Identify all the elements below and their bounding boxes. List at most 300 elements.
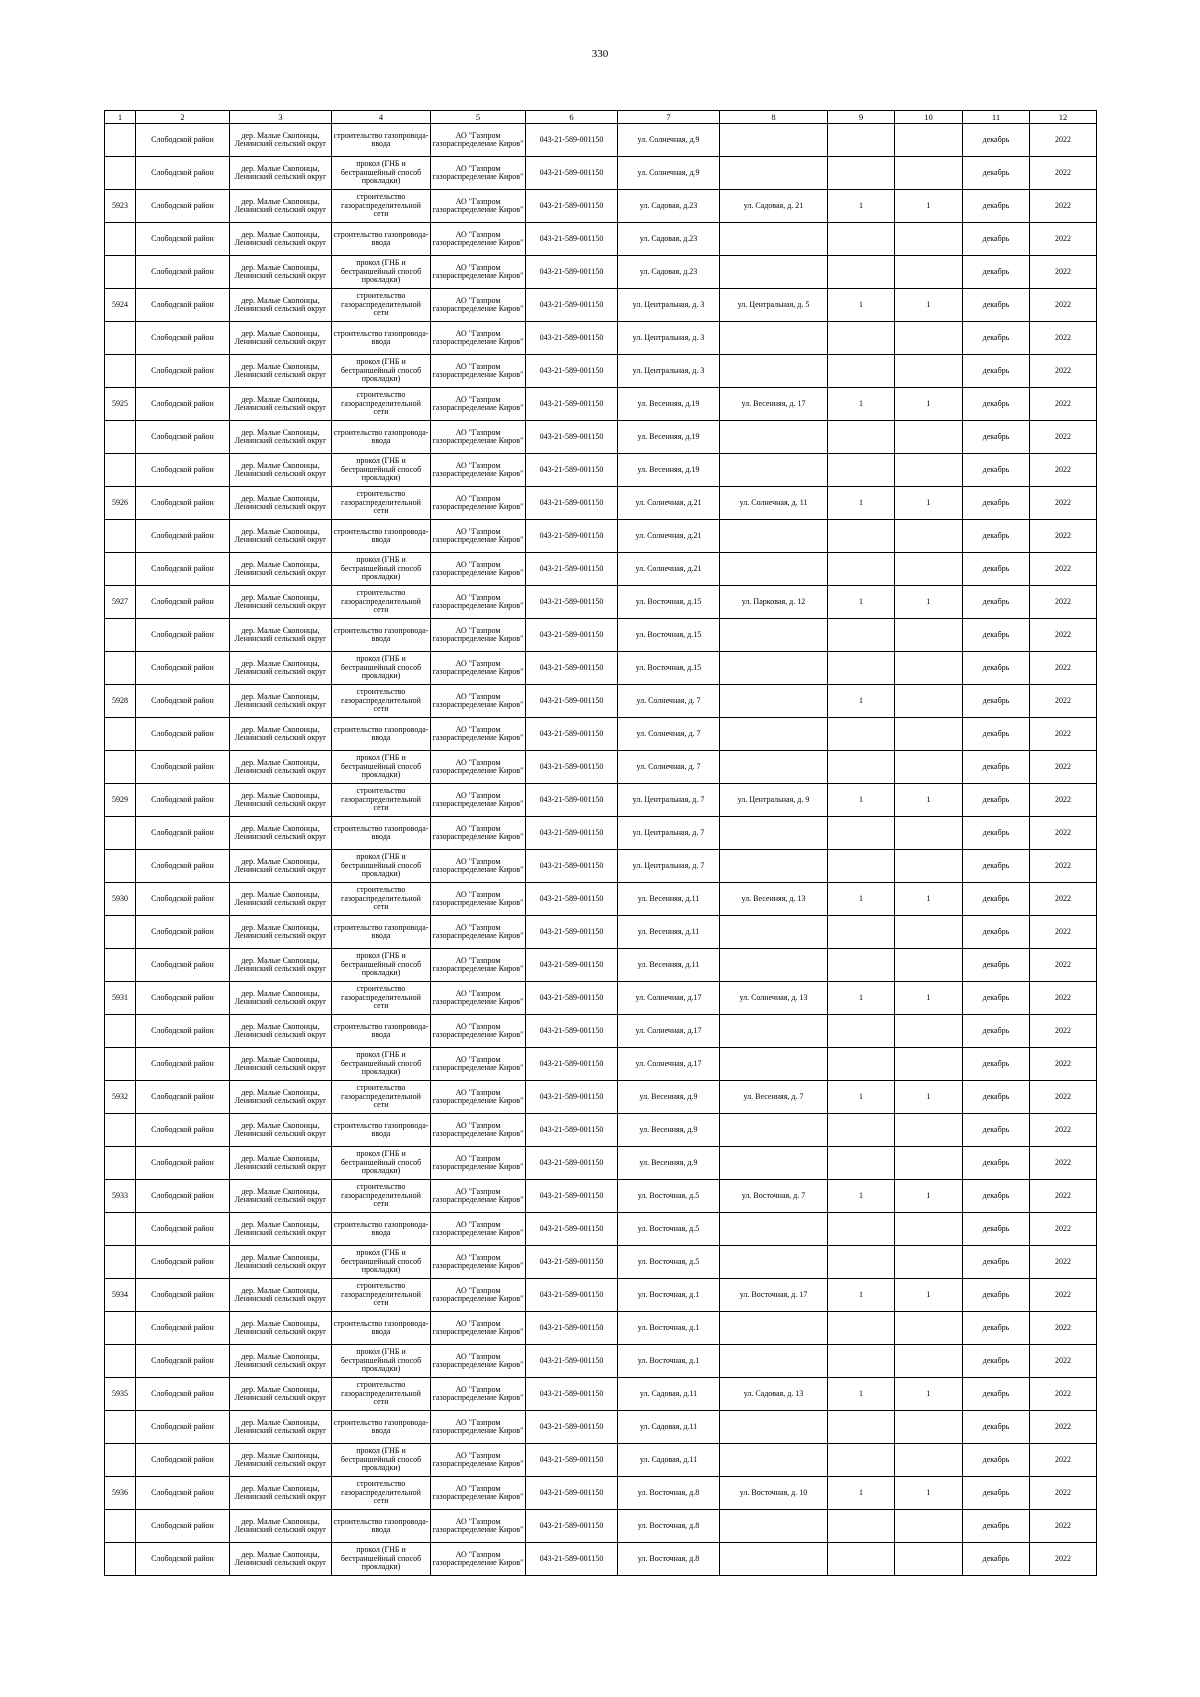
- table-row: [105, 1411, 1097, 1444]
- cell-text: ул. Центральная, д. 7: [632, 861, 705, 870]
- cell-text: 043-21-589-001150: [539, 795, 604, 804]
- cell-work-type: [332, 685, 431, 718]
- cell-work-type: [332, 883, 431, 916]
- cell-year: [1030, 817, 1097, 850]
- cell-year: [1030, 1378, 1097, 1411]
- cell-text: 2022: [1055, 1092, 1071, 1101]
- cell-text: декабрь: [982, 1158, 1010, 1167]
- cell-quantity-b: [895, 223, 963, 256]
- cell-district: [136, 1114, 230, 1147]
- cell-number: [105, 1411, 136, 1444]
- cell-text: Слободской район: [151, 597, 214, 606]
- cell-address-to: [720, 850, 828, 883]
- cell-text: 2022: [1055, 366, 1071, 375]
- cell-quantity-b: [895, 685, 963, 718]
- cell-month: [963, 1246, 1030, 1279]
- cell-address: [618, 520, 720, 553]
- table-row: [105, 1510, 1097, 1543]
- cell-work-type: [332, 850, 431, 883]
- cell-text: АО "Газпром газораспределение Киров": [432, 692, 524, 709]
- cell-address: [618, 454, 720, 487]
- cell-work-type: [332, 124, 431, 157]
- cell-address-to: [720, 619, 828, 652]
- cell-text: АО "Газпром газораспределение Киров": [432, 1187, 524, 1204]
- cell-text: 1: [859, 993, 863, 1002]
- cell-number: [105, 1213, 136, 1246]
- cell-year: [1030, 1246, 1097, 1279]
- cell-text: прокол (ГНБ и бестраншейный способ прокладки): [340, 1348, 422, 1374]
- cell-locality: [230, 190, 332, 223]
- cell-text: 2022: [1055, 432, 1071, 441]
- cell-organization: [431, 1477, 526, 1510]
- cell-text: декабрь: [982, 696, 1010, 705]
- cell-text: строительство газопровода-ввода: [333, 725, 429, 742]
- table-row: [105, 289, 1097, 322]
- cell-text: декабрь: [982, 1521, 1010, 1530]
- cell-month: [963, 586, 1030, 619]
- table-row: [105, 454, 1097, 487]
- cell-year: [1030, 1015, 1097, 1048]
- cell-quantity-b: [895, 553, 963, 586]
- cell-text: декабрь: [982, 663, 1010, 672]
- cell-number: [105, 454, 136, 487]
- cell-quantity-a: [828, 1510, 895, 1543]
- cell-code: [526, 1477, 618, 1510]
- cell-locality: [230, 652, 332, 685]
- cell-year: [1030, 619, 1097, 652]
- cell-quantity-a: [828, 1312, 895, 1345]
- cell-text: Слободской район: [151, 333, 214, 342]
- cell-district: [136, 1279, 230, 1312]
- cell-text: дер. Малые Скопонцы, Ленинский сельский округ: [234, 1286, 327, 1303]
- cell-year: [1030, 157, 1097, 190]
- cell-address-to: [720, 1015, 828, 1048]
- cell-address-to: [720, 487, 828, 520]
- cell-text: 043-21-589-001150: [539, 828, 604, 837]
- cell-text: ул. Садовая, д.23: [639, 267, 698, 276]
- table-row: [105, 1048, 1097, 1081]
- cell-text: АО "Газпром газораспределение Киров": [432, 989, 524, 1006]
- cell-text: ул. Солнечная, д. 7: [636, 762, 701, 771]
- cell-text: Слободской район: [151, 1422, 214, 1431]
- cell-text: АО "Газпром газораспределение Киров": [432, 1451, 524, 1468]
- cell-address: [618, 1048, 720, 1081]
- cell-text: декабрь: [982, 729, 1010, 738]
- cell-month: [963, 256, 1030, 289]
- cell-month: [963, 751, 1030, 784]
- cell-text: дер. Малые Скопонцы, Ленинский сельский округ: [234, 1451, 327, 1468]
- cell-text: 043-21-589-001150: [539, 1290, 604, 1299]
- cell-number: [105, 916, 136, 949]
- cell-work-type: [332, 1180, 431, 1213]
- cell-text: Слободской район: [151, 1191, 214, 1200]
- cell-locality: [230, 421, 332, 454]
- cell-text: ул. Центральная, д. 7: [632, 828, 705, 837]
- cell-text: Слободской район: [151, 1224, 214, 1233]
- cell-address: [618, 388, 720, 421]
- cell-text: строительство газораспределительной сети: [341, 1381, 421, 1407]
- cell-text: 1: [859, 300, 863, 309]
- column-header: 1: [105, 111, 136, 124]
- table-body: [105, 124, 1097, 1576]
- cell-district: [136, 751, 230, 784]
- cell-month: [963, 454, 1030, 487]
- cell-text: дер. Малые Скопонцы, Ленинский сельский округ: [234, 791, 327, 808]
- cell-text: 043-21-589-001150: [539, 168, 604, 177]
- cell-address: [618, 1279, 720, 1312]
- cell-quantity-a: [828, 1180, 895, 1213]
- cell-year: [1030, 685, 1097, 718]
- cell-text: ул. Солнечная, д.21: [635, 564, 702, 573]
- cell-text: ул. Восточная, д.5: [637, 1224, 700, 1233]
- cell-locality: [230, 1411, 332, 1444]
- cell-quantity-a: [828, 454, 895, 487]
- cell-address-to: [720, 256, 828, 289]
- cell-text: дер. Малые Скопонцы, Ленинский сельский округ: [234, 1022, 327, 1039]
- cell-district: [136, 619, 230, 652]
- cell-work-type: [332, 190, 431, 223]
- cell-quantity-b: [895, 487, 963, 520]
- cell-text: 043-21-589-001150: [539, 1257, 604, 1266]
- cell-text: декабрь: [982, 267, 1010, 276]
- cell-code: [526, 190, 618, 223]
- cell-month: [963, 487, 1030, 520]
- cell-text: 1: [859, 1092, 863, 1101]
- cell-quantity-a: [828, 1378, 895, 1411]
- cell-text: АО "Газпром газораспределение Киров": [432, 923, 524, 940]
- cell-text: 2022: [1055, 234, 1071, 243]
- cell-month: [963, 685, 1030, 718]
- cell-text: 043-21-589-001150: [539, 894, 604, 903]
- cell-text: 5928: [112, 696, 128, 705]
- cell-work-type: [332, 355, 431, 388]
- cell-district: [136, 256, 230, 289]
- cell-organization: [431, 652, 526, 685]
- cell-text: строительство газораспределительной сети: [341, 787, 421, 813]
- cell-district: [136, 1015, 230, 1048]
- cell-year: [1030, 751, 1097, 784]
- cell-quantity-b: [895, 1543, 963, 1576]
- cell-quantity-b: [895, 1345, 963, 1378]
- cell-number: [105, 289, 136, 322]
- cell-quantity-a: [828, 916, 895, 949]
- cell-text: декабрь: [982, 498, 1010, 507]
- cell-locality: [230, 718, 332, 751]
- cell-text: 2022: [1055, 762, 1071, 771]
- cell-quantity-b: [895, 751, 963, 784]
- cell-locality: [230, 1114, 332, 1147]
- cell-work-type: [332, 916, 431, 949]
- cell-text: дер. Малые Скопонцы, Ленинский сельский округ: [234, 1253, 327, 1270]
- cell-text: дер. Малые Скопонцы, Ленинский сельский округ: [234, 692, 327, 709]
- cell-address: [618, 190, 720, 223]
- cell-text: строительство газораспределительной сети: [341, 391, 421, 417]
- cell-text: 2022: [1055, 498, 1071, 507]
- cell-quantity-a: [828, 1081, 895, 1114]
- cell-district: [136, 355, 230, 388]
- cell-number: [105, 883, 136, 916]
- cell-text: 1: [926, 399, 931, 408]
- column-header: 5: [431, 111, 526, 124]
- cell-text: 2022: [1055, 1290, 1071, 1299]
- cell-text: декабрь: [982, 762, 1010, 771]
- cell-text: декабрь: [982, 531, 1010, 540]
- cell-text: декабрь: [982, 993, 1010, 1002]
- table-row: [105, 883, 1097, 916]
- cell-code: [526, 1114, 618, 1147]
- table-row: [105, 916, 1097, 949]
- cell-address: [618, 982, 720, 1015]
- cell-organization: [431, 157, 526, 190]
- table-row: [105, 256, 1097, 289]
- cell-code: [526, 454, 618, 487]
- cell-text: строительство газопровода-ввода: [333, 1517, 429, 1534]
- cell-address: [618, 124, 720, 157]
- cell-text: ул. Центральная, д. 5: [737, 300, 810, 309]
- cell-text: 1: [859, 399, 863, 408]
- cell-code: [526, 1015, 618, 1048]
- cell-district: [136, 1213, 230, 1246]
- cell-quantity-b: [895, 1015, 963, 1048]
- cell-district: [136, 1411, 230, 1444]
- cell-quantity-a: [828, 751, 895, 784]
- cell-number: [105, 1543, 136, 1576]
- table-row: [105, 685, 1097, 718]
- cell-text: ул. Восточная, д.1: [637, 1356, 700, 1365]
- cell-year: [1030, 949, 1097, 982]
- table-row: [105, 619, 1097, 652]
- cell-text: 043-21-589-001150: [539, 333, 604, 342]
- cell-text: ул. Садовая, д.23: [639, 234, 698, 243]
- cell-address: [618, 256, 720, 289]
- cell-address: [618, 850, 720, 883]
- cell-organization: [431, 355, 526, 388]
- cell-quantity-a: [828, 553, 895, 586]
- cell-month: [963, 982, 1030, 1015]
- cell-text: дер. Малые Скопонцы, Ленинский сельский округ: [234, 923, 327, 940]
- cell-code: [526, 157, 618, 190]
- cell-work-type: [332, 586, 431, 619]
- cell-quantity-a: [828, 685, 895, 718]
- cell-district: [136, 1180, 230, 1213]
- cell-text: строительство газораспределительной сети: [341, 490, 421, 516]
- cell-organization: [431, 124, 526, 157]
- cell-district: [136, 190, 230, 223]
- cell-code: [526, 1543, 618, 1576]
- cell-number: [105, 157, 136, 190]
- cell-address-to: [720, 157, 828, 190]
- cell-quantity-b: [895, 190, 963, 223]
- cell-text: ул. Весенняя, д.9: [639, 1092, 698, 1101]
- cell-text: строительство газораспределительной сети: [341, 193, 421, 219]
- cell-text: 043-21-589-001150: [539, 1488, 604, 1497]
- cell-year: [1030, 1477, 1097, 1510]
- cell-text: декабрь: [982, 399, 1010, 408]
- cell-locality: [230, 1081, 332, 1114]
- cell-number: [105, 223, 136, 256]
- cell-text: АО "Газпром газораспределение Киров": [432, 1253, 524, 1270]
- cell-text: дер. Малые Скопонцы, Ленинский сельский округ: [234, 527, 327, 544]
- cell-number: [105, 1312, 136, 1345]
- cell-address-to: [720, 982, 828, 1015]
- cell-text: Слободской район: [151, 432, 214, 441]
- cell-month: [963, 1510, 1030, 1543]
- registry-table: [104, 110, 1097, 1576]
- cell-number: [105, 1378, 136, 1411]
- cell-address-to: [720, 190, 828, 223]
- cell-text: Слободской район: [151, 993, 214, 1002]
- cell-text: дер. Малые Скопонцы, Ленинский сельский округ: [234, 1187, 327, 1204]
- cell-text: 1: [859, 1290, 863, 1299]
- cell-quantity-b: [895, 1279, 963, 1312]
- cell-text: 5935: [112, 1389, 128, 1398]
- cell-quantity-b: [895, 982, 963, 1015]
- cell-text: Слободской район: [151, 1125, 214, 1134]
- cell-text: 043-21-589-001150: [539, 696, 604, 705]
- cell-quantity-b: [895, 817, 963, 850]
- cell-number: [105, 256, 136, 289]
- cell-code: [526, 817, 618, 850]
- cell-organization: [431, 1543, 526, 1576]
- cell-address-to: [720, 124, 828, 157]
- cell-text: 1: [926, 300, 931, 309]
- cell-text: 5923: [112, 201, 128, 210]
- cell-work-type: [332, 784, 431, 817]
- cell-address: [618, 553, 720, 586]
- cell-number: [105, 520, 136, 553]
- cell-organization: [431, 1114, 526, 1147]
- cell-text: 043-21-589-001150: [539, 927, 604, 936]
- cell-address-to: [720, 751, 828, 784]
- table-row: [105, 1213, 1097, 1246]
- cell-text: строительство газораспределительной сети: [341, 589, 421, 615]
- cell-text: прокол (ГНБ и бестраншейный способ прокладки): [340, 952, 422, 978]
- cell-quantity-a: [828, 949, 895, 982]
- cell-number: [105, 322, 136, 355]
- cell-text: строительство газопровода-ввода: [333, 527, 429, 544]
- cell-text: АО "Газпром газораспределение Киров": [432, 1484, 524, 1501]
- cell-text: 043-21-589-001150: [539, 1191, 604, 1200]
- cell-quantity-b: [895, 1312, 963, 1345]
- cell-address: [618, 1015, 720, 1048]
- cell-locality: [230, 1477, 332, 1510]
- cell-address-to: [720, 1048, 828, 1081]
- cell-text: 2022: [1055, 993, 1071, 1002]
- cell-text: 2022: [1055, 630, 1071, 639]
- cell-text: дер. Малые Скопонцы, Ленинский сельский округ: [234, 329, 327, 346]
- cell-text: АО "Газпром газораспределение Киров": [432, 1121, 524, 1138]
- cell-quantity-b: [895, 388, 963, 421]
- cell-organization: [431, 982, 526, 1015]
- table-row: [105, 355, 1097, 388]
- cell-year: [1030, 1345, 1097, 1378]
- cell-text: 043-21-589-001150: [539, 564, 604, 573]
- cell-text: ул. Весенняя, д.19: [637, 465, 700, 474]
- cell-locality: [230, 1312, 332, 1345]
- cell-text: 1: [859, 498, 863, 507]
- cell-quantity-b: [895, 1411, 963, 1444]
- cell-work-type: [332, 256, 431, 289]
- cell-work-type: [332, 1081, 431, 1114]
- cell-text: ул. Весенняя, д.11: [637, 960, 700, 969]
- cell-month: [963, 1477, 1030, 1510]
- cell-text: 2022: [1055, 894, 1071, 903]
- table-row: [105, 1543, 1097, 1576]
- cell-address: [618, 916, 720, 949]
- cell-text: 2022: [1055, 267, 1071, 276]
- cell-code: [526, 1279, 618, 1312]
- cell-code: [526, 1180, 618, 1213]
- cell-text: ул. Весенняя, д. 17: [741, 399, 806, 408]
- cell-text: Слободской район: [151, 1455, 214, 1464]
- cell-text: декабрь: [982, 168, 1010, 177]
- cell-text: дер. Малые Скопонцы, Ленинский сельский округ: [234, 395, 327, 412]
- cell-district: [136, 1147, 230, 1180]
- table-row: [105, 850, 1097, 883]
- cell-district: [136, 883, 230, 916]
- cell-locality: [230, 916, 332, 949]
- cell-text: строительство газопровода-ввода: [333, 1418, 429, 1435]
- cell-work-type: [332, 1048, 431, 1081]
- cell-locality: [230, 1279, 332, 1312]
- cell-month: [963, 850, 1030, 883]
- cell-text: строительство газопровода-ввода: [333, 1319, 429, 1336]
- cell-text: 1: [859, 795, 863, 804]
- cell-text: 5929: [112, 795, 128, 804]
- cell-text: 2022: [1055, 1356, 1071, 1365]
- cell-quantity-b: [895, 619, 963, 652]
- cell-year: [1030, 1180, 1097, 1213]
- cell-text: АО "Газпром газораспределение Киров": [432, 1352, 524, 1369]
- cell-text: Слободской район: [151, 267, 214, 276]
- cell-work-type: [332, 487, 431, 520]
- cell-text: 043-21-589-001150: [539, 1554, 604, 1563]
- cell-text: 2022: [1055, 531, 1071, 540]
- column-header: 9: [828, 111, 895, 124]
- cell-text: декабрь: [982, 828, 1010, 837]
- cell-text: 043-21-589-001150: [539, 234, 604, 243]
- cell-address: [618, 883, 720, 916]
- cell-text: строительство газораспределительной сети: [341, 688, 421, 714]
- cell-text: АО "Газпром газораспределение Киров": [432, 626, 524, 643]
- cell-work-type: [332, 1444, 431, 1477]
- cell-year: [1030, 421, 1097, 454]
- cell-work-type: [332, 1015, 431, 1048]
- cell-quantity-a: [828, 1246, 895, 1279]
- cell-text: 2022: [1055, 696, 1071, 705]
- cell-work-type: [332, 1147, 431, 1180]
- cell-number: [105, 1015, 136, 1048]
- cell-locality: [230, 1444, 332, 1477]
- table-row: [105, 1477, 1097, 1510]
- cell-text: 2022: [1055, 1554, 1071, 1563]
- table-row: [105, 1279, 1097, 1312]
- cell-text: декабрь: [982, 135, 1010, 144]
- cell-address: [618, 949, 720, 982]
- cell-text: декабрь: [982, 1257, 1010, 1266]
- cell-text: дер. Малые Скопонцы, Ленинский сельский округ: [234, 1517, 327, 1534]
- cell-quantity-b: [895, 1114, 963, 1147]
- cell-address: [618, 1213, 720, 1246]
- cell-number: [105, 652, 136, 685]
- cell-text: декабрь: [982, 234, 1010, 243]
- cell-text: декабрь: [982, 1554, 1010, 1563]
- cell-text: дер. Малые Скопонцы, Ленинский сельский округ: [234, 956, 327, 973]
- cell-text: АО "Газпром газораспределение Киров": [432, 1220, 524, 1237]
- cell-text: Слободской район: [151, 234, 214, 243]
- cell-year: [1030, 1081, 1097, 1114]
- cell-locality: [230, 520, 332, 553]
